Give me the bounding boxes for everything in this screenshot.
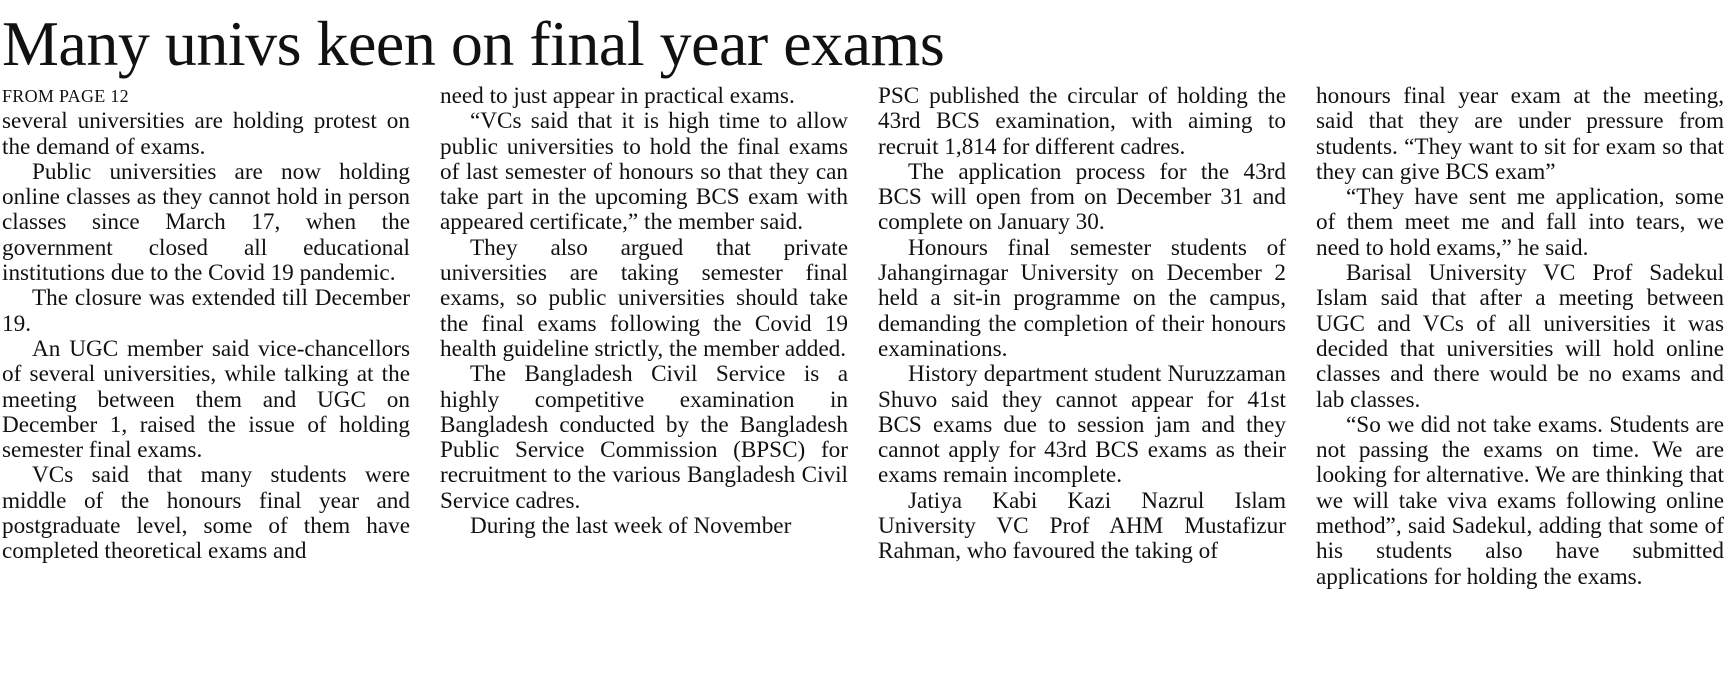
paragraph: During the last week of November (470, 513, 792, 540)
paragraph: Jatiya Kabi Kazi Nazrul Islam University VC Prof AHM Mustafizur Rahman, who favoured the taking of (878, 487, 1286, 565)
article-column-1 (2, 84, 410, 565)
paragraph: History department student Nuruzzaman Shuvo said they cannot appear for 41st BCS exams due to session jam and they cannot apply for 43rd BCS exams as their exams remain incomplete. (878, 361, 1286, 489)
article-column-4 (1316, 84, 1724, 590)
paragraph: PSC published the circular of holding the 43rd BCS examination, with aiming to recruit 1,814 for different cadres. (878, 83, 1286, 160)
paragraph: “They have sent me application, some of them meet me and fall into tears, we need to hold exams,” he said. (1316, 184, 1724, 261)
continued-from-label: FROM PAGE 12 (2, 86, 129, 106)
paragraph: An UGC member said vice-chancellors of several universities, while talking at the meeting between them and UGC on December 1, raised the issue of holding semester final exams. (2, 335, 410, 464)
article-column-2 (440, 84, 848, 539)
paragraph: They also argued that private universities are taking semester final exams, so public universities should take the final exams following the Covid 19 health guideline strictly, the member added. (440, 234, 848, 362)
paragraph: Barisal University VC Prof Sadekul Islam said that after a meeting between UGC and VCs of all universities it was decided that universities will hold online classes and there would be no exams and lab classes. (1316, 260, 1724, 413)
paragraph: need to just appear in practical exams. (440, 83, 795, 109)
paragraph: The closure was extended till December 19. (2, 285, 410, 337)
paragraph: The Bangladesh Civil Service is a highly competitive examination in Bangladesh conducted by the Bangladesh Public Service Commission (BPSC) for recruitment to the various Bangladesh Civil Service cadres. (440, 361, 848, 514)
paragraph: Honours final semester students of Jahangirnagar University on December 2 held a sit-in programme on the campus, demanding the completion of their honours examinations. (878, 234, 1286, 362)
article-column-3 (878, 84, 1286, 565)
paragraph: “So we did not take exams. Students are not passing the exams on time. We are looking for alternative. We are thinking that we will take viva exams following online method”, said Sadekul, adding that some of his students also have submitted applications for holding the exams. (1316, 411, 1724, 590)
paragraph: “VCs said that it is high time to allow public universities to hold the final exams of last semester of honours so that they can take part in the upcoming BCS exam with appeared certificate,” the member said. (440, 108, 848, 236)
article-headline: Many univs keen on final year exams (2, 8, 945, 79)
paragraph: Public universities are now holding online classes as they cannot hold in person classes since March 17, when the government closed all educational institutions due to the Covid 19 pandemic. (2, 158, 410, 287)
paragraph: The application process for the 43rd BCS will open from on December 31 and complete on January 30. (878, 158, 1286, 236)
paragraph: several universities are holding protest on the demand of exams. (2, 108, 410, 160)
paragraph: honours final year exam at the meeting, said that they are under pressure from students. “They want to sit for exam so that they can give BCS exam” (1316, 83, 1724, 185)
paragraph: VCs said that many students were middle of the honours final year and postgraduate level, some of them have completed theoretical exams and (2, 462, 410, 565)
